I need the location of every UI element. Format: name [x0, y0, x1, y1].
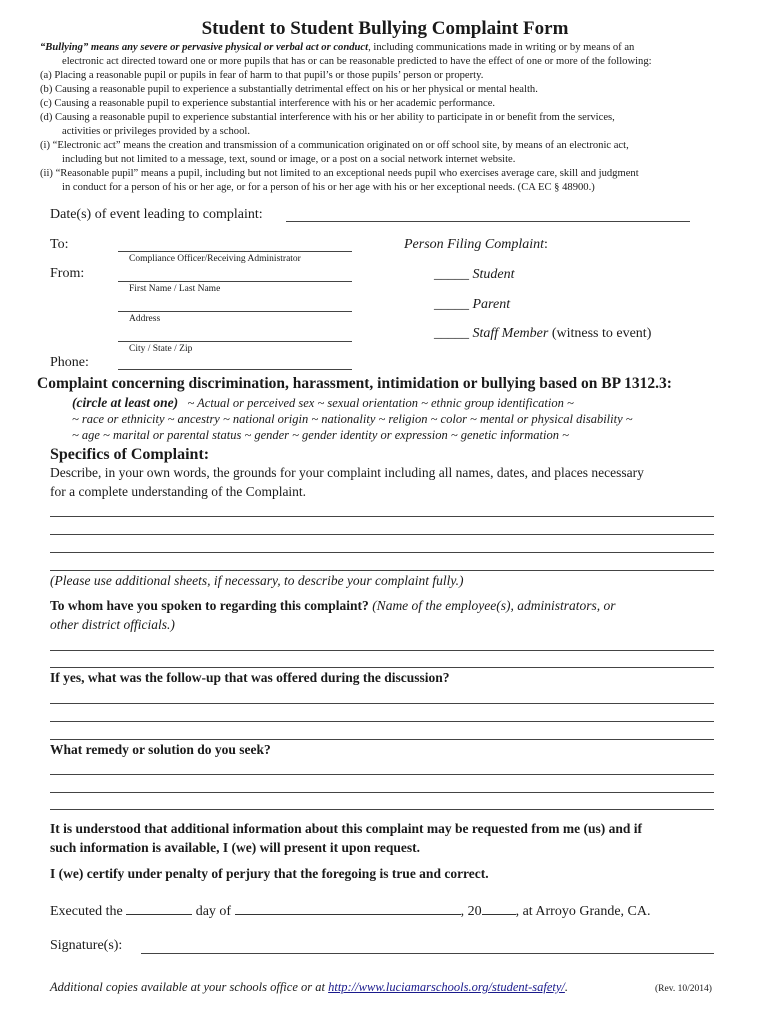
- definition-rest: , including communications made in writing or by means of an: [368, 42, 635, 53]
- categories-line2[interactable]: ~ race or ethnicity ~ ancestry ~ national origin ~ nationality ~ religion ~ color ~ mental or physical disability ~: [72, 412, 633, 426]
- followup-line-2[interactable]: [50, 721, 714, 722]
- date-label: Date(s) of event leading to complaint:: [50, 207, 263, 222]
- remedy-question: What remedy or solution do you seek?: [50, 742, 271, 757]
- name-field[interactable]: [118, 281, 352, 282]
- phone-label: Phone:: [50, 355, 89, 370]
- signature-field[interactable]: [141, 953, 714, 954]
- executed-label: Executed the: [50, 904, 123, 919]
- definition-item-b: (b) Causing a reasonable pupil to experience a substantially detrimental effect on his or her physical or mental health.: [40, 84, 538, 95]
- address-field[interactable]: [118, 311, 352, 312]
- bullying-definition: [40, 41, 740, 195]
- footer-link[interactable]: http://www.luciamarschools.org/student-safety/: [328, 980, 565, 994]
- specifics-heading: Specifics of Complaint:: [50, 446, 210, 463]
- staff-blank[interactable]: _____: [434, 326, 469, 341]
- understood-line2: such information is available, I (we) will present it upon request.: [50, 840, 421, 855]
- remedy-line-2[interactable]: [50, 792, 714, 793]
- spoken-question: [50, 598, 616, 614]
- followup-line-1[interactable]: [50, 703, 714, 704]
- remedy-line-3[interactable]: [50, 809, 714, 810]
- definition-item-d: (d) Causing a reasonable pupil to experience substantial interference with his or her ability to participate in or benefit from the services,: [40, 112, 615, 123]
- spoken-line-1[interactable]: [50, 650, 714, 651]
- parent-option[interactable]: [434, 297, 510, 313]
- categories-line3[interactable]: ~ age ~ marital or parental status ~ gender ~ gender identity or expression ~ genetic information ~: [72, 428, 569, 442]
- place-label: , at Arroyo Grande, CA.: [515, 904, 651, 919]
- parent-label: Parent: [472, 297, 511, 312]
- to-field[interactable]: [118, 251, 352, 252]
- signature-label: Signature(s):: [50, 938, 123, 953]
- definition-item-i-cont: including but not limited to a message, text, sound or image, or a post on a social network internet website.: [62, 154, 516, 165]
- certify-statement: I (we) certify under penalty of perjury that the foregoing is true and correct.: [50, 866, 489, 881]
- categories-line1[interactable]: [72, 395, 574, 411]
- definition-item-a: (a) Placing a reasonable pupil or pupils in fear of harm to that pupil’s or those pupils’ person or property.: [40, 70, 484, 81]
- executed-row: [50, 902, 651, 920]
- date-field[interactable]: [286, 221, 690, 222]
- staff-option[interactable]: [434, 326, 651, 342]
- additional-sheets-note: (Please use additional sheets, if necessary, to describe your complaint fully.): [50, 573, 464, 588]
- person-filing-label: Person Filing Complaint:: [404, 237, 548, 252]
- spoken-line-2[interactable]: [50, 667, 714, 668]
- staff-note: (witness to event): [551, 326, 652, 341]
- complaint-line-4[interactable]: [50, 570, 714, 571]
- month-field[interactable]: [235, 902, 461, 915]
- to-label: To:: [50, 237, 69, 252]
- day-field[interactable]: [126, 902, 192, 915]
- from-label: From:: [50, 266, 85, 281]
- describe-line2: for a complete understanding of the Complaint.: [50, 484, 307, 499]
- student-blank[interactable]: _____: [434, 267, 469, 282]
- followup-question: If yes, what was the follow-up that was offered during the discussion?: [50, 670, 450, 685]
- followup-line-3[interactable]: [50, 739, 714, 740]
- revision-label: (Rev. 10/2014): [655, 984, 712, 994]
- spoken-note1: (Name of the employee(s), administrators, or: [372, 598, 616, 613]
- definition-term: “Bullying” means any severe or pervasive physical or verbal act or conduct: [40, 42, 369, 53]
- definition-item-i: (i) “Electronic act” means the creation and transmission of a communication originated on or off school site, by means of an electronic act,: [40, 140, 629, 151]
- complaint-line-3[interactable]: [50, 552, 714, 553]
- city-caption: City / State / Zip: [129, 344, 193, 354]
- compliance-caption: Compliance Officer/Receiving Administrator: [129, 254, 301, 264]
- footer-note: [50, 980, 568, 995]
- parent-blank[interactable]: _____: [434, 297, 469, 312]
- name-caption: First Name / Last Name: [129, 284, 221, 294]
- day-of-label: day of: [195, 904, 232, 919]
- complaint-line-1[interactable]: [50, 516, 714, 517]
- year-prefix: , 20: [460, 904, 482, 919]
- student-label: Student: [472, 267, 515, 282]
- categories-text1[interactable]: ~ Actual or perceived sex ~ sexual orientation ~ ethnic group identification ~: [187, 396, 574, 410]
- definition-item-d-cont: activities or privileges provided by a school.: [62, 126, 250, 137]
- spoken-note2: other district officials.): [50, 617, 175, 632]
- address-caption: Address: [129, 314, 161, 324]
- definition-item-c: (c) Causing a reasonable pupil to experience substantial interference with his or her academic performance.: [40, 98, 496, 109]
- definition-item-ii: (ii) “Reasonable pupil” means a pupil, including but not limited to an exceptional needs pupil who exercises average care, skill and judgment: [40, 168, 639, 179]
- footer-text: Additional copies available at your schools office or at: [50, 980, 325, 994]
- definition-item-ii-cont: in conduct for a person of his or her age, or for a person of his or her age with his or her exceptional needs. (CA EC § 48900.): [62, 182, 595, 193]
- city-field[interactable]: [118, 341, 352, 342]
- year-field[interactable]: [482, 902, 516, 915]
- circle-label: (circle at least one): [72, 395, 179, 410]
- footer-period: .: [564, 980, 569, 994]
- student-option[interactable]: [434, 267, 515, 283]
- definition-line2: electronic act directed toward one or more pupils that has or can be reasonable predicted to have the effect of one or more of the following:: [62, 56, 652, 67]
- phone-field[interactable]: [118, 369, 352, 370]
- form-title: Student to Student Bullying Complaint Form: [201, 18, 569, 39]
- complaint-line-2[interactable]: [50, 534, 714, 535]
- remedy-line-1[interactable]: [50, 774, 714, 775]
- describe-line1: Describe, in your own words, the grounds for your complaint including all names, dates, and places necessary: [50, 465, 644, 480]
- spoken-question-text: To whom have you spoken to regarding this complaint?: [50, 598, 369, 613]
- complaint-heading: Complaint concerning discrimination, harassment, intimidation or bullying based on BP 1312.3:: [37, 375, 672, 392]
- understood-line1: It is understood that additional information about this complaint may be requested from me (us) and if: [50, 821, 643, 836]
- staff-label: Staff Member: [472, 326, 549, 341]
